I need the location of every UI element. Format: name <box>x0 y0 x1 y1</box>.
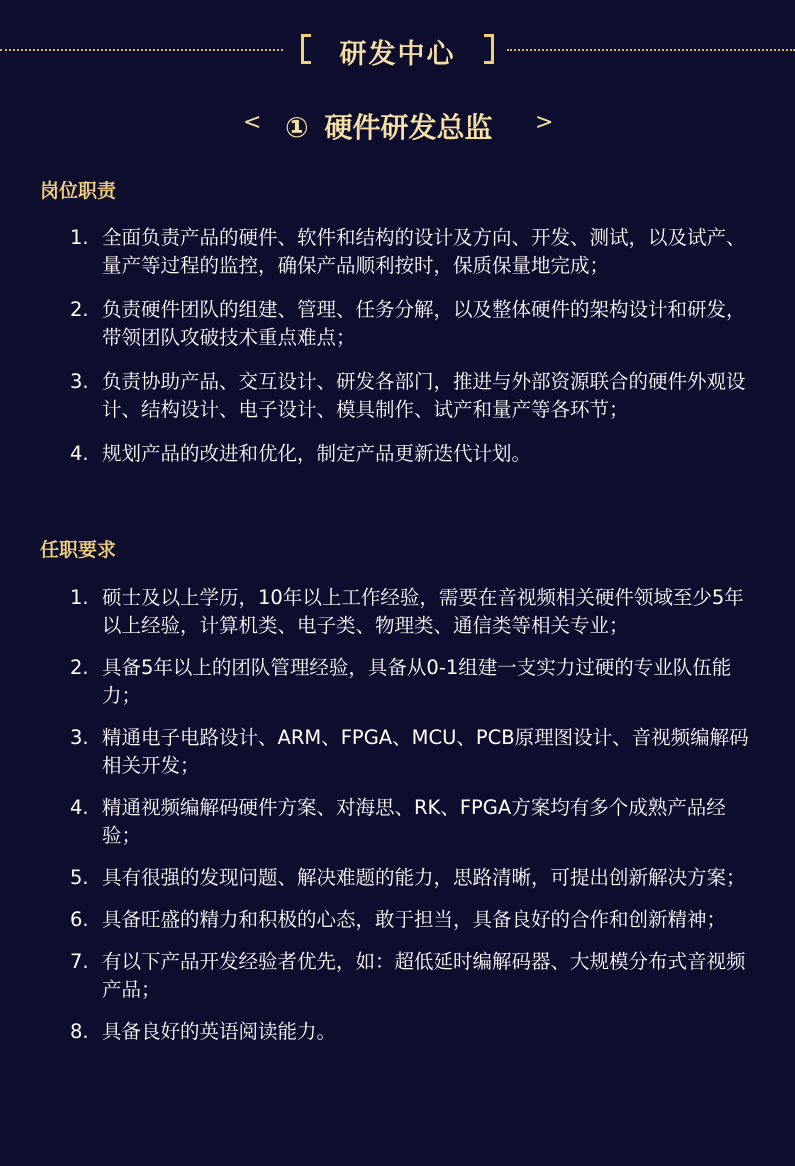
list-item-text: 精通电子电路设计、ARM、FPGA、MCU、PCB原理图设计、音视频编解码相关开发； <box>102 726 749 777</box>
dotted-divider-left <box>0 49 283 51</box>
list-item-number: 4. <box>70 796 89 819</box>
list-item-text: 负责硬件团队的组建、管理、任务分解，以及整体硬件的架构设计和研发，带领团队攻破技术重点难点； <box>102 298 746 349</box>
left-bracket-decoration <box>301 34 311 64</box>
list-item <box>70 440 750 468</box>
dotted-divider-right <box>507 49 795 51</box>
list-item <box>70 296 750 352</box>
list-item <box>70 368 750 424</box>
list-item-number: 5. <box>70 866 89 889</box>
list-item <box>70 724 750 780</box>
list-item-number: 8. <box>70 1020 89 1043</box>
role-name: 硬件研发总监 <box>324 111 493 144</box>
duties-heading: 岗位职责 <box>40 180 117 202</box>
list-item-number: 2. <box>70 656 89 679</box>
next-role-button[interactable]: > <box>535 110 554 135</box>
list-item-text: 负责协助产品、交互设计、研发各部门，推进与外部资源联合的硬件外观设计、结构设计、电子设计、模具制作、试产和量产等各环节； <box>102 370 746 421</box>
list-item-text: 全面负责产品的硬件、软件和结构的设计及方向、开发、测试，以及试产、量产等过程的监控，确保产品顺利按时，保质保量地完成； <box>102 226 746 277</box>
list-item <box>70 948 750 1004</box>
list-item-number: 1. <box>70 226 89 249</box>
header-title: 研发中心 <box>339 39 456 70</box>
list-item <box>70 864 750 892</box>
list-item <box>70 794 750 850</box>
list-item-text: 有以下产品开发经验者优先，如：超低延时编解码器、大规模分布式音视频产品； <box>102 950 746 1001</box>
requirements-list <box>70 584 750 1060</box>
list-item <box>70 1018 750 1046</box>
right-bracket-decoration <box>484 34 494 64</box>
list-item-text: 具备良好的英语阅读能力。 <box>102 1020 337 1043</box>
role-title <box>285 106 530 146</box>
list-item <box>70 584 750 640</box>
list-item-number: 3. <box>70 370 89 393</box>
list-item <box>70 906 750 934</box>
list-item-number: 1. <box>70 586 89 609</box>
list-item-number: 2. <box>70 298 89 321</box>
requirements-heading: 任职要求 <box>40 539 117 561</box>
list-item <box>70 654 750 710</box>
list-item-number: 6. <box>70 908 89 931</box>
role-number: ① <box>285 111 309 144</box>
duties-list <box>70 224 750 484</box>
list-item-number: 4. <box>70 442 89 465</box>
list-item-text: 规划产品的改进和优化，制定产品更新迭代计划。 <box>102 442 532 465</box>
list-item <box>70 224 750 280</box>
list-item-text: 精通视频编解码硬件方案、对海思、RK、FPGA方案均有多个成熟产品经验； <box>102 796 726 847</box>
list-item-text: 具有很强的发现问题、解决难题的能力，思路清晰，可提出创新解决方案； <box>102 866 746 889</box>
list-item-text: 具备旺盛的精力和积极的心态，敢于担当，具备良好的合作和创新精神； <box>102 908 727 931</box>
list-item-number: 7. <box>70 950 89 973</box>
list-item-text: 硕士及以上学历，10年以上工作经验，需要在音视频相关硬件领域至少5年以上经验，计算机类、电子类、物理类、通信类等相关专业； <box>102 586 744 637</box>
role-navigator <box>0 102 795 146</box>
previous-role-button[interactable]: < <box>243 110 262 135</box>
section-header <box>0 28 795 72</box>
list-item-text: 具备5年以上的团队管理经验，具备从0-1组建一支实力过硬的专业队伍能力； <box>102 656 732 707</box>
list-item-number: 3. <box>70 726 89 749</box>
